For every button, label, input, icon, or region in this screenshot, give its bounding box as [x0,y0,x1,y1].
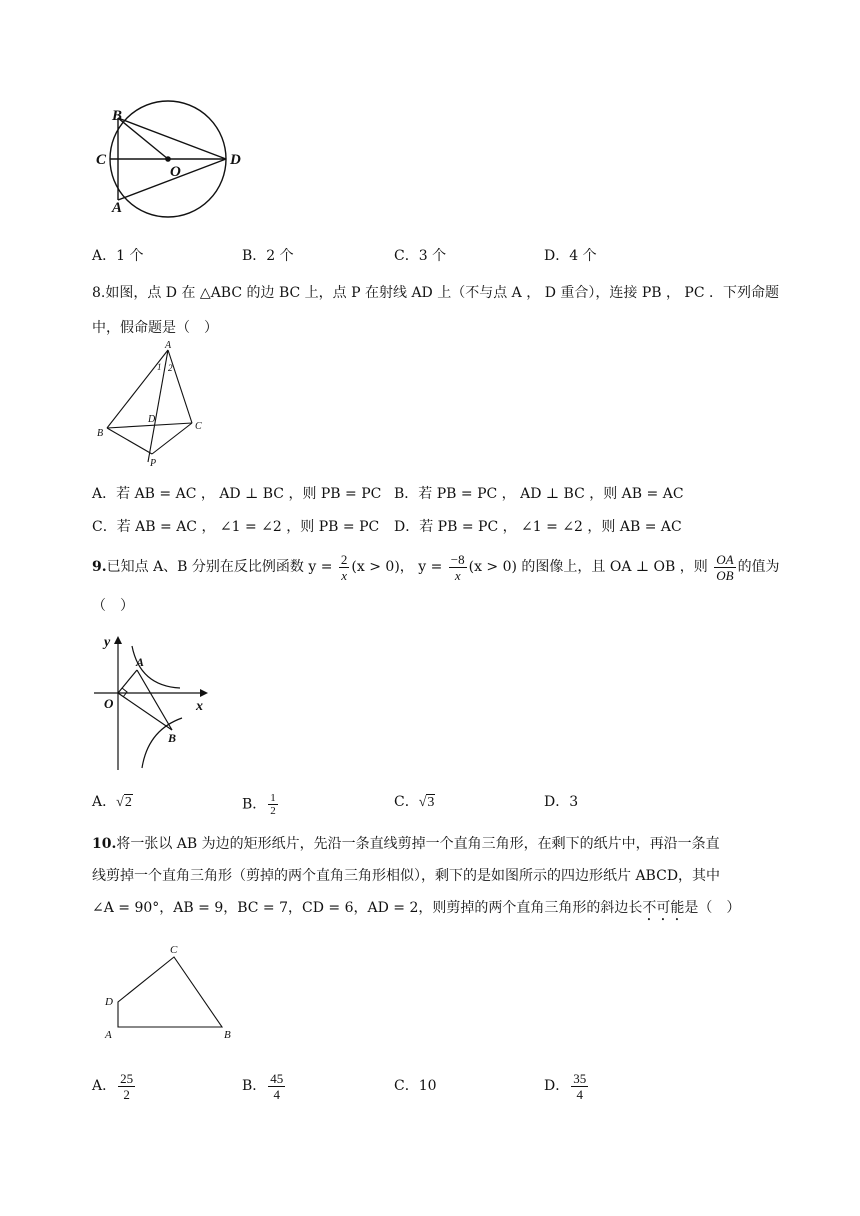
q8-option-b: B．若 PB = PC ， AD ⊥ BC ，则 AB = AC [394,486,684,502]
center-point [165,156,171,162]
q9-number: 9. [92,559,107,575]
emphasis-not-possible: 不可能 [642,900,685,916]
label-o: O [104,696,114,711]
segment-bd [118,118,226,159]
q9-stem-line1: 9.已知点 A、B 分别在反比例函数 y = $\frac{2}{x}$ (x > 0)， y = $\frac{-8}{x}$ (x > 0) 的图像上，且 OA ⊥ OB ，则 $\frac{OA}{OB}$ 的值为 [92,551,780,583]
label-b: B [112,108,123,124]
q10-option-a: A． $\frac{25}{2}$ [92,1070,134,1102]
q9-option-d: D．3 [544,794,579,810]
q7-option-d: D．4 个 [544,248,597,264]
label-c: C [96,152,107,168]
q10-stem-line1: 10.将一张以 AB 为边的矩形纸片，先沿一条直线剪掉一个直角三角形，在剩下的纸片中，再沿一条直 [92,836,720,852]
q10-option-c: C．10 [394,1078,437,1094]
label-d: D [105,996,113,1008]
label-b: B [97,428,104,439]
label-b: B [168,731,177,745]
q10-option-b: B． $\frac{45}{4}$ [242,1070,284,1102]
label-d: D [230,152,241,168]
segment-ab [137,670,172,730]
q8-option-c: C．若 AB = AC ， ∠1 = ∠2 ，则 PB = PC [92,519,380,535]
label-a: A [105,1029,112,1041]
segment-ac [168,350,192,423]
quadrilateral-figure [92,940,252,1045]
circle-figure [92,96,252,226]
label-c: C [195,421,202,432]
fraction-2-over-x: $\frac{2}{x}$ [340,551,348,583]
segment-bp [107,428,152,454]
q8-option-a: A．若 AB = AC ， AD ⊥ BC ，则 PB = PC [92,486,382,502]
q10-stem-line3: ∠A = 90°，AB = 9，BC = 7，CD = 6，AD = 2，则剪掉的两个直角三角形的斜边长不可能是（ ） [92,900,741,916]
quadrilateral-abcd [118,957,222,1027]
label-d: D [148,414,156,425]
q8-stem-line2: 中，假命题是（ ） [92,320,218,336]
q7-option-b: B．2 个 [242,248,294,264]
label-b: B [224,1029,231,1041]
label-c: C [170,944,178,956]
fraction-neg8-over-x: $\frac{-8}{x}$ [450,551,465,583]
q9-option-b: B． $\frac{1}{2}$ [242,792,276,817]
label-o: O [170,164,181,180]
label-a: A [112,200,123,216]
label-y: y [104,635,111,650]
q9-option-a: A．√2 [92,794,132,810]
y-axis-arrow [114,636,122,644]
q10-number: 10. [92,836,117,852]
fraction-oa-over-ob: $\frac{OA}{OB}$ [716,551,734,583]
label-a: A [165,340,172,351]
q8-stem-line1: 8.如图，点 D 在 △ABC 的边 BC 上，点 P 在射线 AD 上（不与点 A ， D 重合），连接 PB ， PC ．下列命题 [92,285,780,301]
q10-stem-line2: 线剪掉一个直角三角形（剪掉的两个直角三角形相似），剩下的是如图所示的四边形纸片 ABCD，其中 [92,868,721,884]
q9-stem-line2: （ ） [92,598,134,614]
label-1: 1 [157,362,162,372]
segment-oa [118,670,137,693]
q9-option-c: C．√3 [394,794,435,810]
segment-bo [118,118,168,159]
q7-option-c: C．3 个 [394,248,447,264]
q7-option-a: A．1 个 [92,248,144,264]
label-p: P [150,458,157,469]
graph-figure [92,630,222,775]
label-a: A [136,655,145,669]
x-axis-arrow [200,689,208,697]
segment-ob [118,693,172,730]
q8-option-d: D．若 PB = PC ， ∠1 = ∠2 ，则 AB = AC [394,519,682,535]
label-x: x [196,699,203,714]
q10-option-d: D． $\frac{35}{4}$ [544,1070,587,1102]
label-2: 2 [168,363,173,373]
triangle-figure [92,338,212,473]
segment-cp [152,423,192,454]
